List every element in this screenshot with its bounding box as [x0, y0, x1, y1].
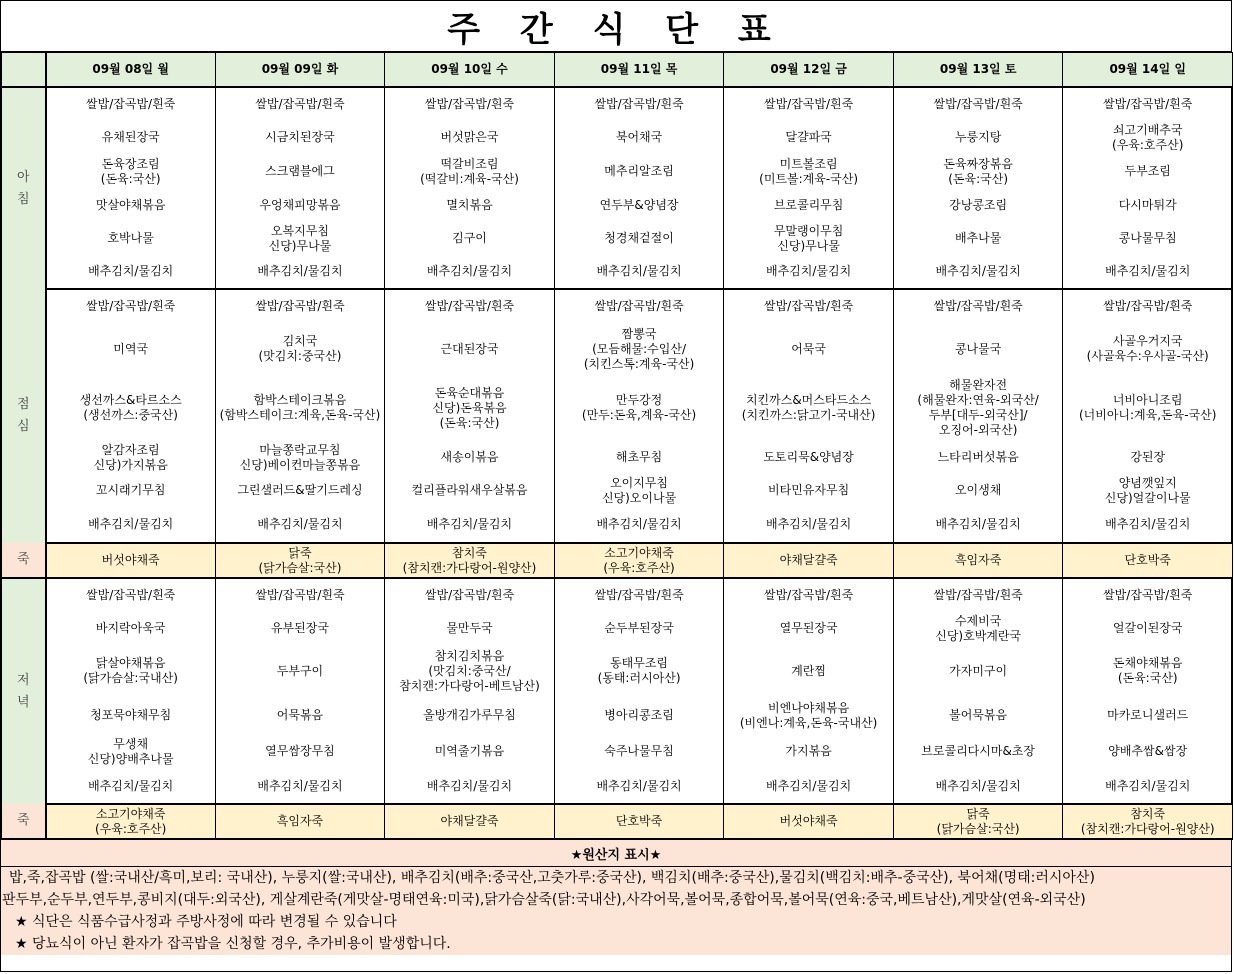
lunch-row [2, 474, 1233, 507]
porridge-cell: 흑임자죽 [893, 543, 1063, 578]
menu-cell: 사골우거지국 (사골육수:우사골-국산) [1063, 323, 1233, 375]
legend-note-extra-cost: ★ 당뇨식이 아닌 환자가 잡곡밥을 신청할 경우, 추가비용이 발생합니다. [15, 936, 451, 952]
porridge-cell: 야채달걀죽 [385, 804, 555, 839]
lunch-row [2, 441, 1233, 474]
menu-cell: 쌀밥/잡곡밥/흰죽 [554, 578, 724, 612]
menu-cell: 쌀밥/잡곡밥/흰죽 [1063, 87, 1233, 121]
menu-table [1, 52, 1233, 840]
day-header: 09월 11일 목 [554, 53, 724, 88]
porridge_dinner-row [2, 804, 1233, 839]
menu-cell: 무말랭이무침 신당)무나물 [724, 222, 894, 255]
menu-cell: 배추김치/물김치 [893, 769, 1063, 804]
menu-cell: 무생채 신당)양배추나물 [46, 734, 216, 769]
lunch-label: 점 심 [2, 289, 46, 543]
menu-cell: 강낭콩조림 [893, 189, 1063, 222]
menu-cell: 느타리버섯볶음 [893, 441, 1063, 474]
menu-cell: 미트볼조림 (미트볼:계육-국산) [724, 154, 894, 189]
menu-cell: 올방개김가루무침 [385, 697, 555, 734]
menu-cell: 배추김치/물김치 [893, 255, 1063, 289]
lunch-row [2, 375, 1233, 441]
menu-cell: 쌀밥/잡곡밥/흰죽 [724, 87, 894, 121]
menu-cell: 두부구이 [215, 645, 385, 697]
legend-note-change: ★ 식단은 식품수급사정과 주방사정에 따라 변경될 수 있습니다 [15, 914, 397, 930]
menu-cell: 열무된장국 [724, 612, 894, 645]
menu-cell: 브로콜리무침 [724, 189, 894, 222]
menu-cell: 북어채국 [554, 121, 724, 154]
legend-line-origin-1: 밥,죽,잡곡밥 (쌀:국내산/흑미,보리: 국내산), 누룽지(쌀:국내산), 배추김치(배추:중국산,고춧가루:중국산), 백김치(배추:중국산),물김치(백김치:배추-중국산), 북어채(명태:러시아산) [9, 870, 1095, 886]
menu-cell: 닭살야채볶음 (닭가슴살:국내산) [46, 645, 216, 697]
menu-cell: 너비아니조림 (너비아니:계육,돈육-국산) [1063, 375, 1233, 441]
menu-cell: 쌀밥/잡곡밥/흰죽 [215, 578, 385, 612]
menu-cell: 우엉채피망볶음 [215, 189, 385, 222]
menu-cell: 김치국 (맛김치:중국산) [215, 323, 385, 375]
menu-cell: 생선까스&타르소스 (생선까스:중국산) [46, 375, 216, 441]
menu-cell: 쌀밥/잡곡밥/흰죽 [724, 289, 894, 323]
menu-cell: 짬뽕국 (모듬해물:수입산/ (치킨스톡:계육-국산) [554, 323, 724, 375]
menu-cell: 배추김치/물김치 [724, 769, 894, 804]
menu-cell: 양배추쌈&쌈장 [1063, 734, 1233, 769]
menu-cell: 마늘쫑락교무침 신당)베이컨마늘쫑볶음 [215, 441, 385, 474]
menu-cell: 누룽지탕 [893, 121, 1063, 154]
porridge-label: 죽 [2, 543, 46, 578]
menu-cell: 볼어묵볶음 [893, 697, 1063, 734]
menu-cell: 수제비국 신당)호박계란국 [893, 612, 1063, 645]
menu-cell: 어묵볶음 [215, 697, 385, 734]
menu-cell: 쌀밥/잡곡밥/흰죽 [385, 87, 555, 121]
page-title: 주 간 식 단 표 [1, 1, 1231, 52]
header-corner [2, 53, 46, 88]
dinner-label: 저 녁 [2, 578, 46, 804]
porridge-cell: 소고기야채죽 (우육:호주산) [554, 543, 724, 578]
menu-cell: 청경채겉절이 [554, 222, 724, 255]
menu-cell: 쌀밥/잡곡밥/흰죽 [46, 578, 216, 612]
menu-cell: 알감자조림 신당)가지볶음 [46, 441, 216, 474]
breakfast-row [2, 255, 1233, 289]
menu-cell: 배추김치/물김치 [554, 769, 724, 804]
menu-cell: 호박나물 [46, 222, 216, 255]
menu-cell: 계란찜 [724, 645, 894, 697]
menu-cell: 가자미구이 [893, 645, 1063, 697]
dinner-row [2, 645, 1233, 697]
menu-cell: 근대된장국 [385, 323, 555, 375]
dinner-row [2, 697, 1233, 734]
menu-cell: 배추김치/물김치 [724, 507, 894, 543]
menu-cell: 떡갈비조림 (떡갈비:계육-국산) [385, 154, 555, 189]
lunch-row [2, 507, 1233, 543]
menu-cell: 청포묵야채무침 [46, 697, 216, 734]
menu-cell: 콩나물국 [893, 323, 1063, 375]
menu-cell: 해물완자전 (해물완자:연육-외국산/ 두부[대두-외국산]/ 오징어-외국산) [893, 375, 1063, 441]
menu-cell: 배추김치/물김치 [46, 255, 216, 289]
menu-cell: 오이지무침 신당)오이나물 [554, 474, 724, 507]
menu-cell: 오이생채 [893, 474, 1063, 507]
menu-cell: 순두부된장국 [554, 612, 724, 645]
menu-cell: 쌀밥/잡곡밥/흰죽 [46, 289, 216, 323]
menu-cell: 배추김치/물김치 [215, 507, 385, 543]
menu-cell: 마카로니샐러드 [1063, 697, 1233, 734]
menu-cell: 멸치볶음 [385, 189, 555, 222]
menu-cell: 쇠고기배추국 (우육:호주산) [1063, 121, 1233, 154]
menu-cell: 배추나물 [893, 222, 1063, 255]
menu-cell: 어묵국 [724, 323, 894, 375]
menu-cell: 유채된장국 [46, 121, 216, 154]
menu-cell: 열무쌈장무침 [215, 734, 385, 769]
menu-cell: 만두강정 (만두:돈육,계육-국산) [554, 375, 724, 441]
menu-cell: 버섯맑은국 [385, 121, 555, 154]
dinner-row [2, 578, 1233, 612]
day-header: 09월 08일 월 [46, 53, 216, 88]
menu-cell: 쌀밥/잡곡밥/흰죽 [385, 578, 555, 612]
menu-cell: 쌀밥/잡곡밥/흰죽 [893, 578, 1063, 612]
menu-cell: 쌀밥/잡곡밥/흰죽 [1063, 578, 1233, 612]
menu-cell: 돈육장조림 (돈육:국산) [46, 154, 216, 189]
legend-title: ★원산지 표시★ [1, 840, 1231, 867]
dinner-row [2, 612, 1233, 645]
menu-cell: 돈육짜장볶음 (돈육:국산) [893, 154, 1063, 189]
menu-cell: 쌀밥/잡곡밥/흰죽 [1063, 289, 1233, 323]
menu-cell: 숙주나물무침 [554, 734, 724, 769]
menu-cell: 김구이 [385, 222, 555, 255]
menu-cell: 얼갈이된장국 [1063, 612, 1233, 645]
menu-cell: 가지볶음 [724, 734, 894, 769]
menu-cell: 강된장 [1063, 441, 1233, 474]
porridge-cell: 닭죽 (닭가슴살:국산) [893, 804, 1063, 839]
breakfast-row [2, 222, 1233, 255]
menu-cell: 병아리콩조림 [554, 697, 724, 734]
menu-cell: 물만두국 [385, 612, 555, 645]
menu-cell: 맛살야채볶음 [46, 189, 216, 222]
menu-cell: 두부조림 [1063, 154, 1233, 189]
day-header-row [2, 53, 1233, 88]
menu-cell: 쌀밥/잡곡밥/흰죽 [385, 289, 555, 323]
menu-cell: 참치김치볶음 (맛김치:중국산/ 참치캔:가다랑어-베트남산) [385, 645, 555, 697]
menu-cell: 미역줄기볶음 [385, 734, 555, 769]
breakfast-row [2, 154, 1233, 189]
menu-cell: 배추김치/물김치 [215, 769, 385, 804]
menu-cell: 쌀밥/잡곡밥/흰죽 [46, 87, 216, 121]
porridge-cell: 버섯야채죽 [724, 804, 894, 839]
lunch-row [2, 323, 1233, 375]
menu-cell: 브로콜리다시마&초장 [893, 734, 1063, 769]
breakfast-row [2, 87, 1233, 121]
menu-cell: 배추김치/물김치 [893, 507, 1063, 543]
breakfast-row [2, 189, 1233, 222]
dinner-row [2, 734, 1233, 769]
legend-line-origin-2: 판두부,순두부,연두부,콩비지(대두:외국산), 게살계란죽(게맛살-명태연육:미국),닭가슴살죽(닭:국내산),사각어묵,볼어묵,종합어묵,볼어묵(연육:중국,베트남산),게맛살(연육-외국산) [2, 892, 1086, 908]
porridge_lunch-row [2, 543, 1233, 578]
menu-cell: 꼬시래기무침 [46, 474, 216, 507]
menu-cell: 쌀밥/잡곡밥/흰죽 [724, 578, 894, 612]
menu-cell: 스크램블에그 [215, 154, 385, 189]
menu-cell: 비타민유자무침 [724, 474, 894, 507]
porridge-cell: 참치죽 (참치캔:가다랑어-원양산) [385, 543, 555, 578]
menu-cell: 배추김치/물김치 [724, 255, 894, 289]
menu-cell: 달걀파국 [724, 121, 894, 154]
porridge-cell: 단호박죽 [1063, 543, 1233, 578]
day-header: 09월 12일 금 [724, 53, 894, 88]
menu-cell: 배추김치/물김치 [1063, 255, 1233, 289]
menu-cell: 시금치된장국 [215, 121, 385, 154]
menu-cell: 배추김치/물김치 [385, 769, 555, 804]
menu-cell: 쌀밥/잡곡밥/흰죽 [893, 87, 1063, 121]
menu-cell: 그린샐러드&딸기드레싱 [215, 474, 385, 507]
porridge-cell: 소고기야채죽 (우육:호주산) [46, 804, 216, 839]
menu-cell: 쌀밥/잡곡밥/흰죽 [554, 289, 724, 323]
day-header: 09월 13일 토 [893, 53, 1063, 88]
porridge-cell: 버섯야채죽 [46, 543, 216, 578]
menu-cell: 메추리알조림 [554, 154, 724, 189]
menu-cell: 오복지무침 신당)무나물 [215, 222, 385, 255]
menu-cell: 배추김치/물김치 [385, 255, 555, 289]
menu-cell: 배추김치/물김치 [215, 255, 385, 289]
breakfast-label: 아 침 [2, 87, 46, 289]
menu-cell: 돈육순대볶음 신당)돈육볶음 (돈육:국산) [385, 375, 555, 441]
menu-cell: 배추김치/물김치 [1063, 769, 1233, 804]
porridge-cell: 참치죽 (참치캔:가다랑어-원양산) [1063, 804, 1233, 839]
menu-cell: 배추김치/물김치 [46, 507, 216, 543]
menu-cell: 배추김치/물김치 [385, 507, 555, 543]
menu-cell: 배추김치/물김치 [1063, 507, 1233, 543]
menu-cell: 배추김치/물김치 [46, 769, 216, 804]
lunch-row [2, 289, 1233, 323]
porridge-cell: 흑임자죽 [215, 804, 385, 839]
menu-cell: 배추김치/물김치 [554, 255, 724, 289]
menu-cell: 비엔나야채볶음 (비엔나:계육,돈육-국내산) [724, 697, 894, 734]
origin-legend [1, 840, 1231, 955]
menu-cell: 배추김치/물김치 [554, 507, 724, 543]
porridge-cell: 단호박죽 [554, 804, 724, 839]
day-header: 09월 14일 일 [1063, 53, 1233, 88]
dinner-row [2, 769, 1233, 804]
day-header: 09월 10일 수 [385, 53, 555, 88]
menu-cell: 쌀밥/잡곡밥/흰죽 [554, 87, 724, 121]
porridge-cell: 야채달걀죽 [724, 543, 894, 578]
breakfast-row [2, 121, 1233, 154]
menu-cell: 쌀밥/잡곡밥/흰죽 [215, 87, 385, 121]
menu-cell: 콩나물무침 [1063, 222, 1233, 255]
menu-cell: 해초무침 [554, 441, 724, 474]
menu-cell: 새송이볶음 [385, 441, 555, 474]
porridge-label: 죽 [2, 804, 46, 839]
menu-cell: 도토리묵&양념장 [724, 441, 894, 474]
menu-cell: 연두부&양념장 [554, 189, 724, 222]
menu-cell: 쌀밥/잡곡밥/흰죽 [215, 289, 385, 323]
menu-cell: 쌀밥/잡곡밥/흰죽 [893, 289, 1063, 323]
menu-cell: 컬리플라워새우살볶음 [385, 474, 555, 507]
menu-cell: 동태무조림 (동태:러시아산) [554, 645, 724, 697]
day-header: 09월 09일 화 [215, 53, 385, 88]
menu-cell: 바지락아욱국 [46, 612, 216, 645]
menu-cell: 치킨까스&머스타드소스 (치킨까스:닭고기-국내산) [724, 375, 894, 441]
menu-cell: 유부된장국 [215, 612, 385, 645]
menu-cell: 다시마튀각 [1063, 189, 1233, 222]
porridge-cell: 닭죽 (닭가슴살:국산) [215, 543, 385, 578]
menu-cell: 미역국 [46, 323, 216, 375]
menu-cell: 함박스테이크볶음 (함박스테이크:계육,돈육-국산) [215, 375, 385, 441]
menu-cell: 돈채야채볶음 (돈육:국산) [1063, 645, 1233, 697]
menu-cell: 양념깻잎지 신당)얼갈이나물 [1063, 474, 1233, 507]
